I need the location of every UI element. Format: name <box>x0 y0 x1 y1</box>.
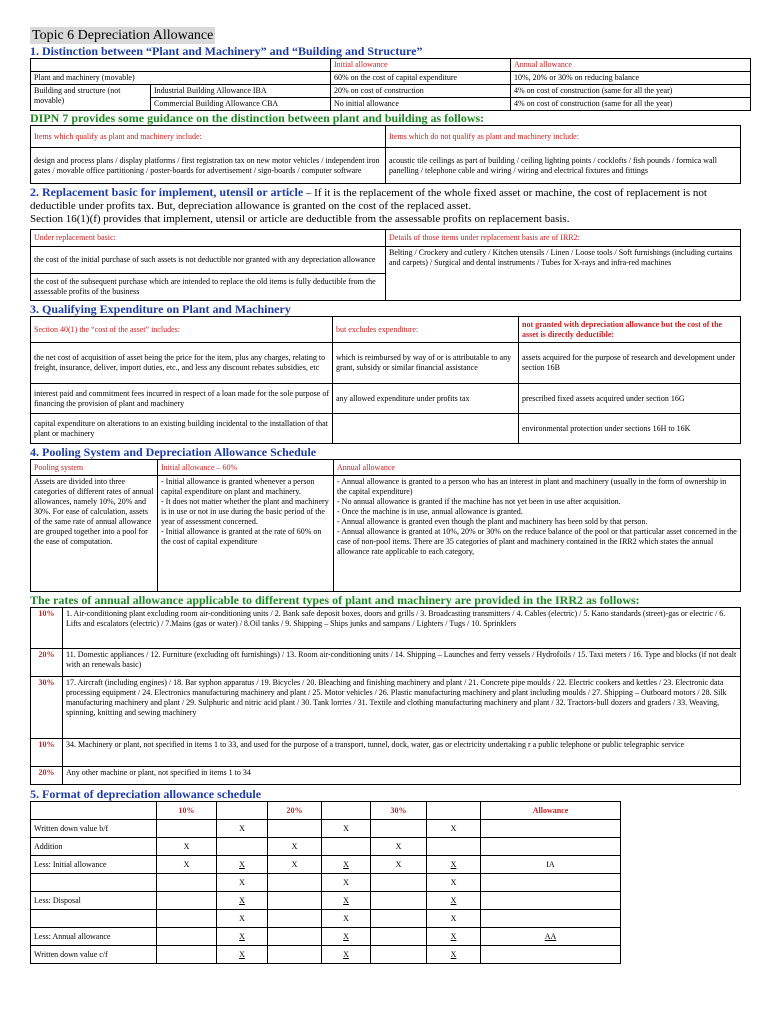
schedule-cell: X <box>322 928 371 946</box>
schedule-cell <box>157 928 217 946</box>
schedule-cell <box>268 910 322 928</box>
schedule-row-label: Less: Disposal <box>31 892 157 910</box>
rate-items: 17. Aircraft (including engines) / 18. Bar syphon apparatus / 19. Bicycles / 20. Bleaching and finishing machinery and plant / 21. Concrete pipe moulds / 22. Electric cookers and kettles / 23. Electronic data processing equipment / 24. Electronics manufacturing machinery and plant / 25. Motor vehicles / 26. Plastic manufacturing machinery and plant including moulds / 27. Shipping – Outboard motors / 28. Silk manufacturing machinery and plant / 29. Sulphuric and nitric acid plant / 30. Tank lorries / 31. Textile and clothing manufacturing machinery and plant / 32. Tractors-bull dozers and graders / 33. Weaving, spinning, knitting and sewing machinery <box>63 677 741 739</box>
initial-allowance-header: Initial allowance <box>331 59 511 72</box>
schedule-header: 10% <box>157 802 217 820</box>
replacement-basis-table <box>30 229 741 301</box>
schedule-cell <box>157 910 217 928</box>
schedule-cell <box>217 838 268 856</box>
schedule-row-label: Written down value b/f <box>31 820 157 838</box>
iba-label: Industrial Building Allowance IBA <box>151 85 331 98</box>
dipn7-heading: DIPN 7 provides some guidance on the distinction between plant and building as follows: <box>30 111 485 125</box>
schedule-cell <box>371 820 427 838</box>
schedule-cell <box>481 820 621 838</box>
iba-initial-value: 20% on cost of construction <box>331 85 511 98</box>
section-3-heading: 3. Qualifying Expenditure on Plant and Machinery <box>30 302 291 316</box>
schedule-header: 30% <box>371 802 427 820</box>
schedule-cell: X <box>427 946 481 964</box>
table-cell: any allowed expenditure under profits tax <box>333 384 519 414</box>
pooling-system-table <box>30 459 741 592</box>
section-2-heading: 2. Replacement basic for implement, utensil or article <box>30 185 304 199</box>
annual-header: Annual allowance <box>334 460 741 476</box>
schedule-cell <box>268 928 322 946</box>
schedule-cell <box>268 946 322 964</box>
schedule-header: Allowance <box>481 802 621 820</box>
schedule-cell: X <box>217 928 268 946</box>
rate-items: 11. Domestic appliances / 12. Furniture (excluding oft furnishings) / 13. Room air-conditioning units / 14. Shipping – Launches and ferry vessels / Hydrofoils / 15. Taxi meters / 16. Type and blocks (if not dealt with an renewals basic) <box>63 649 741 677</box>
cost-includes-header: Section 40(1) the “cost of the asset” includes: <box>31 317 333 343</box>
plant-machinery-label: Plant and machinery (movable) <box>31 72 331 85</box>
schedule-row-label: Less: Initial allowance <box>31 856 157 874</box>
annual-allowance-header: Annual allowance <box>511 59 751 72</box>
building-structure-label: Building and structure (not movable) <box>31 85 151 111</box>
table-cell: prescribed fixed assets acquired under section 16G <box>519 384 741 414</box>
schedule-cell: X <box>427 892 481 910</box>
schedule-cell: X <box>217 910 268 928</box>
schedule-cell <box>427 838 481 856</box>
schedule-cell: X <box>217 856 268 874</box>
schedule-header <box>322 802 371 820</box>
section-2-text: – If it is the replacement of the whole fixed asset or machine, the cost of replacement is not deductible under profits tax. But, depreciation allowance is granted on the cost of the replaced asset. <box>30 187 707 212</box>
schedule-cell: X <box>427 910 481 928</box>
rate-items: 1. Air-conditioning plant excluding room air-conditioning units / 2. Bank safe deposit boxes, doors and grills / 3. Broadcasting transmitters / 4. Cables (electric) / 5. Kano standards (street)-gas or electric / 6. Lifts and escalators (electric) / 7.Mains (gas or water) / 8.Oil tanks / 9. Shipping – Ships junks and sampans / Lighters / Tugs / 10. Sprinklers <box>63 608 741 649</box>
schedule-header <box>427 802 481 820</box>
schedule-cell: X <box>217 892 268 910</box>
table-cell: capital expenditure on alterations to an existing building incidental to the installation of that plant or machinery <box>31 414 333 444</box>
irr2-details-header: Details of those items under replacement basis are of IRR2: <box>386 230 741 247</box>
schedule-cell <box>157 946 217 964</box>
schedule-cell: X <box>322 910 371 928</box>
subsequent-purchase-rule: the cost of the subsequent purchase which are intended to replace the old items is fully deductible from the assessable profits of the business <box>31 274 386 301</box>
pooling-header: Pooling system <box>31 460 158 476</box>
schedule-row-label <box>31 874 157 892</box>
cba-annual-value: 4% on cost of construction (same for all the year) <box>511 98 751 111</box>
table-cell: the net cost of acquisition of asset being the price for the item, plus any charges, relating to freight, insurance, deliver, import duties, etc., and less any discount rebates subsidies, etc <box>31 343 333 384</box>
schedule-cell: X <box>322 874 371 892</box>
schedule-cell <box>481 910 621 928</box>
rate-label: 30% <box>31 677 63 739</box>
schedule-cell <box>268 874 322 892</box>
schedule-cell: X <box>217 874 268 892</box>
schedule-cell: X <box>322 820 371 838</box>
schedule-cell: X <box>157 856 217 874</box>
not-qualify-items: acoustic tile ceilings as part of building / ceiling lighting points / cocklofts / fish pounds / formica wall panelling / telephone cable and wiring / wiring and electrical fixtures and fittings <box>386 148 741 184</box>
schedule-cell: X <box>427 820 481 838</box>
annual-rates-table <box>30 607 741 785</box>
schedule-cell <box>481 874 621 892</box>
dipn7-table <box>30 125 741 184</box>
rate-items: Any other machine or plant, not specified in items 1 to 34 <box>63 767 741 785</box>
table-cell <box>333 414 519 444</box>
pooling-text: Assets are divided into three categories of different rates of annual allowances, namely 10%, 20% and 30%. For ease of calculation, assets of the same rate of annual allowance are grouped together into a pool for the ease of computation. <box>31 476 158 592</box>
schedule-cell <box>371 910 427 928</box>
schedule-header: 20% <box>268 802 322 820</box>
schedule-cell: X <box>157 838 217 856</box>
schedule-cell <box>157 892 217 910</box>
schedule-cell: X <box>427 874 481 892</box>
schedule-cell: X <box>371 838 427 856</box>
qualify-header: Items which qualify as plant and machinery include: <box>31 126 386 148</box>
section-2-note: Section 16(1)(f) provides that implement, utensil or article are deductible from the assessable profits on replacement basis. <box>30 213 570 225</box>
schedule-cell: X <box>322 892 371 910</box>
rate-items: 34. Machinery or plant, not specified in items 1 to 33, and used for the purpose of a transport, tunnel, dock, water, gas or electricity undertaking r a public telephone or public telegraphic service <box>63 739 741 767</box>
section-4-heading: 4. Pooling System and Depreciation Allowance Schedule <box>30 445 317 459</box>
plant-annual-value: 10%, 20% or 30% on reducing balance <box>511 72 751 85</box>
schedule-cell <box>481 838 621 856</box>
schedule-cell: X <box>217 820 268 838</box>
directly-deductible-header: not granted with depreciation allowance but the cost of the asset is directly deductible: <box>519 317 741 343</box>
schedule-cell: AA <box>481 928 621 946</box>
rate-label: 10% <box>31 739 63 767</box>
iba-annual-value: 4% on cost of construction (same for all the year) <box>511 85 751 98</box>
depreciation-schedule-table <box>30 801 621 964</box>
schedule-cell <box>371 892 427 910</box>
not-qualify-header: Items which do not qualify as plant and machinery include: <box>386 126 741 148</box>
rates-heading: The rates of annual allowance applicable to different types of plant and machinery are provided in the IRR2 as follows: <box>30 593 640 607</box>
schedule-header <box>31 802 157 820</box>
schedule-cell: X <box>217 946 268 964</box>
schedule-row-label <box>31 910 157 928</box>
cba-initial-value: No initial allowance <box>331 98 511 111</box>
schedule-cell <box>371 928 427 946</box>
table-cell: environmental protection under sections 16H to 16K <box>519 414 741 444</box>
schedule-row-label: Written down value c/f <box>31 946 157 964</box>
schedule-row-label: Addition <box>31 838 157 856</box>
annual-allowance-text: - Annual allowance is granted to a person who has an interest in plant and machinery (usually in the form of ownership in the capital expenditure) - No annual allowance is granted if the machine has not yet been in use after acquisition. - Once the machine is in use, annual allowance is granted. - Annual allowance is granted even though the plant and machinery has been sold by that person. - Annual allowance is granted at 10%, 20% or 30% on the reduce balance of the pool or that particular asset concerned in the case of non-pool items. There are 35 categories of plant and machinery contained in the IRR2 which states the annual allowance rate applicable to each category, <box>334 476 741 592</box>
initial-purchase-rule: the cost of the initial purchase of such assets is not deductible nor granted with any depreciation allowance <box>31 247 386 274</box>
schedule-cell <box>481 946 621 964</box>
rate-label: 10% <box>31 608 63 649</box>
section-5-heading: 5. Format of depreciation allowance schedule <box>30 787 262 801</box>
plant-vs-building-table <box>30 58 751 111</box>
qualify-items: design and process plans / display platforms / first registration tax on new motor vehicles / independent iron gates / movable office partitioning / poster-boards for advertisement / sign-boards / computer software <box>31 148 386 184</box>
section-2-intro <box>30 185 740 213</box>
rate-label: 20% <box>31 649 63 677</box>
schedule-cell <box>268 892 322 910</box>
initial-allowance-text: - Initial allowance is granted whenever a person capital expenditure on plant and machinery. - It does not matter whether the plant and machinery is in use or not in use during the basic period of the year of assessment concerned. - Initial allowance is granted at the rate of 60% on the cost of capital expenditure <box>158 476 334 592</box>
schedule-cell <box>371 946 427 964</box>
schedule-cell: X <box>268 856 322 874</box>
section-1-heading: 1. Distinction between “Plant and Machinery” and “Building and Structure” <box>30 44 423 58</box>
rate-label: 20% <box>31 767 63 785</box>
document-page <box>30 26 740 964</box>
schedule-row-label: Less: Annual allowance <box>31 928 157 946</box>
initial-60-header: Initial allowance – 60% <box>158 460 334 476</box>
schedule-cell <box>157 820 217 838</box>
replacement-header: Under replacement basic: <box>31 230 386 247</box>
irr2-items: Belting / Crockery and cutlery / Kitchen utensils / Linen / Loose tools / Soft furnishings (including curtains and carpets) / Surgical and dental instruments / Tubes for X-rays and infra-red machines <box>386 247 741 301</box>
schedule-cell <box>322 838 371 856</box>
schedule-cell: X <box>371 856 427 874</box>
topic-title: Topic 6 Depreciation Allowance <box>32 28 214 43</box>
schedule-cell <box>371 874 427 892</box>
schedule-cell: X <box>427 928 481 946</box>
schedule-cell <box>481 892 621 910</box>
table-cell: assets acquired for the purpose of research and development under section 16B <box>519 343 741 384</box>
schedule-cell: IA <box>481 856 621 874</box>
schedule-cell <box>157 874 217 892</box>
schedule-header <box>217 802 268 820</box>
plant-initial-value: 60% on the cost of capital expenditure <box>331 72 511 85</box>
schedule-cell: X <box>322 856 371 874</box>
schedule-cell: X <box>427 856 481 874</box>
cba-label: Commercial Building Allowance CBA <box>151 98 331 111</box>
table-cell: which is reimbursed by way of or is attributable to any grant, subsidy or similar financial assistance <box>333 343 519 384</box>
schedule-cell: X <box>268 838 322 856</box>
table-cell: interest paid and commitment fees incurred in respect of a loan made for the sole purpose of financing the provision of plant and machinery <box>31 384 333 414</box>
blank-header-cell <box>31 59 331 72</box>
schedule-cell <box>268 820 322 838</box>
excludes-header: but excludes expenditure: <box>333 317 519 343</box>
qualifying-expenditure-table <box>30 316 741 444</box>
schedule-cell: X <box>322 946 371 964</box>
